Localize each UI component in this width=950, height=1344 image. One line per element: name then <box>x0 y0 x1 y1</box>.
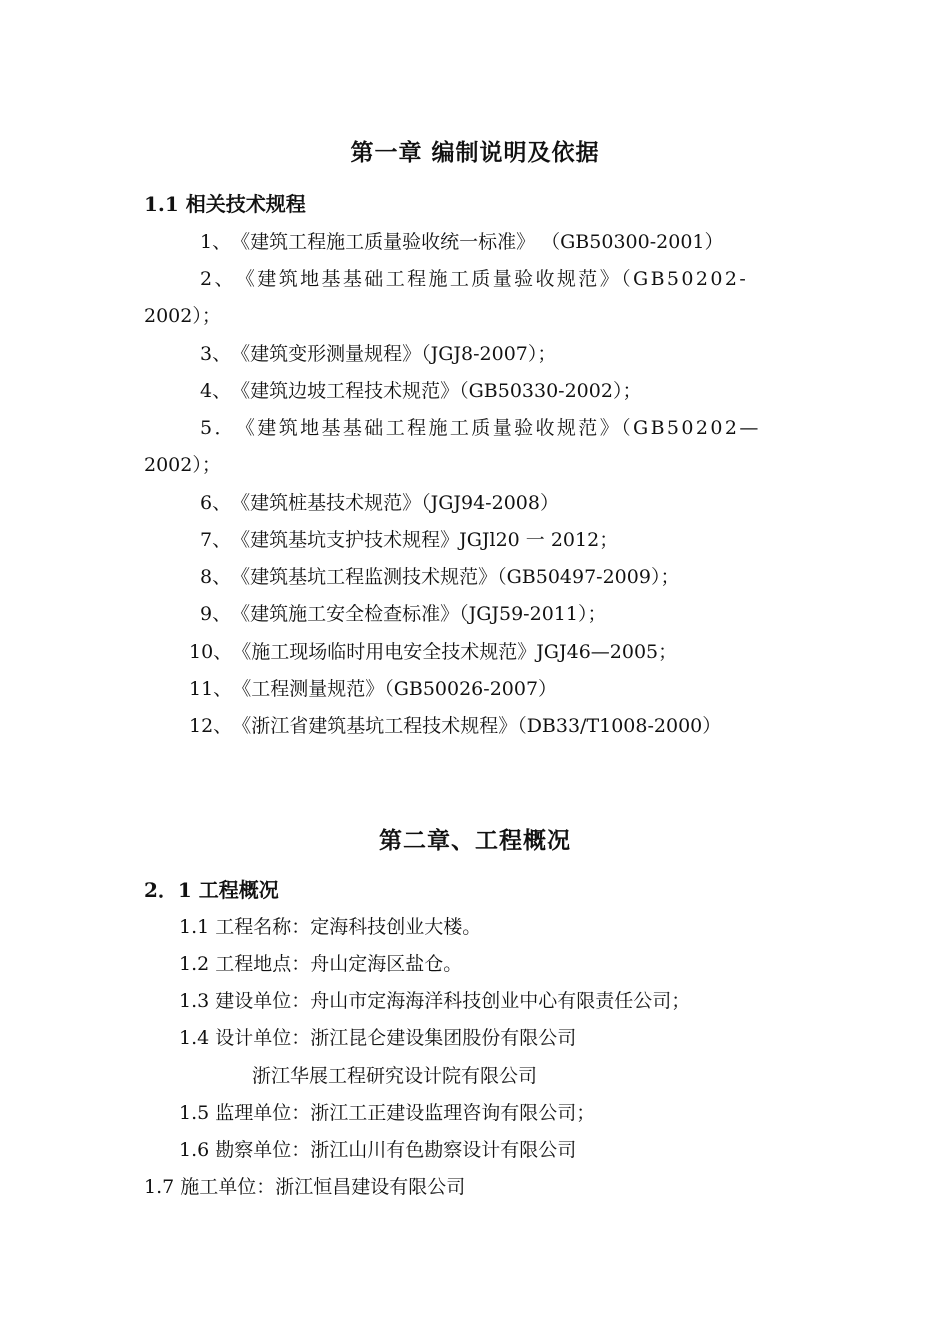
spec-item-6: 6、《建筑桩基技术规范》（JGJ94-2008） <box>200 492 559 514</box>
project-name: 1.1 工程名称：定海科技创业大楼。 <box>179 916 482 938</box>
project-location: 1.2 工程地点：舟山定海区盐仓。 <box>179 953 463 975</box>
survey-unit: 1.6 勘察单位：浙江山川有色勘察设计有限公司 <box>179 1139 577 1161</box>
spec-item-11: 11、《工程测量规范》（GB50026-2007） <box>189 678 558 700</box>
section-2-1-heading: 2．1 工程概况 <box>144 878 279 902</box>
spec-item-2-continuation: 2002）； <box>144 305 221 327</box>
construction-unit: 1.3 建设单位：舟山市定海海洋科技创业中心有限责任公司； <box>179 990 691 1012</box>
spec-item-2: 2、《建筑地基基础工程施工质量验收规范》（GB50202- <box>200 268 749 290</box>
spec-item-7: 7、《建筑基坑支护技术规程》JGJl20 一 2012； <box>200 529 619 551</box>
section-1-1-heading: 1.1 相关技术规程 <box>144 192 306 216</box>
supervision-unit: 1.5 监理单位：浙江工正建设监理咨询有限公司； <box>179 1102 596 1124</box>
design-unit: 1.4 设计单位：浙江昆仑建设集团股份有限公司 <box>179 1027 577 1049</box>
builder-unit: 1.7 施工单位：浙江恒昌建设有限公司 <box>144 1176 466 1198</box>
design-unit-secondary: 浙江华展工程研究设计院有限公司 <box>252 1065 538 1087</box>
spec-item-8: 8、《建筑基坑工程监测技术规范》（GB50497-2009）； <box>200 566 680 588</box>
chapter-1-title: 第一章 编制说明及依据 <box>350 139 600 166</box>
spec-item-9: 9、《建筑施工安全检查标准》（JGJ59-2011）； <box>200 603 607 625</box>
spec-item-10: 10、《施工现场临时用电安全技术规范》JGJ46—2005； <box>189 641 678 663</box>
chapter-2-title: 第二章、工程概况 <box>379 827 571 854</box>
spec-item-4: 4、《建筑边坡工程技术规范》（GB50330-2002）； <box>200 380 642 402</box>
spec-item-5: 5．《建筑地基基础工程施工质量验收规范》（GB50202— <box>200 417 761 439</box>
spec-item-3: 3、《建筑变形测量规程》（JGJ8-2007）； <box>200 343 557 365</box>
spec-item-5-continuation: 2002）； <box>144 454 221 476</box>
spec-item-1: 1、《建筑工程施工质量验收统一标准》 （GB50300-2001） <box>200 231 724 253</box>
spec-item-12: 12、《浙江省建筑基坑工程技术规程》（DB33/T1008-2000） <box>189 715 722 737</box>
